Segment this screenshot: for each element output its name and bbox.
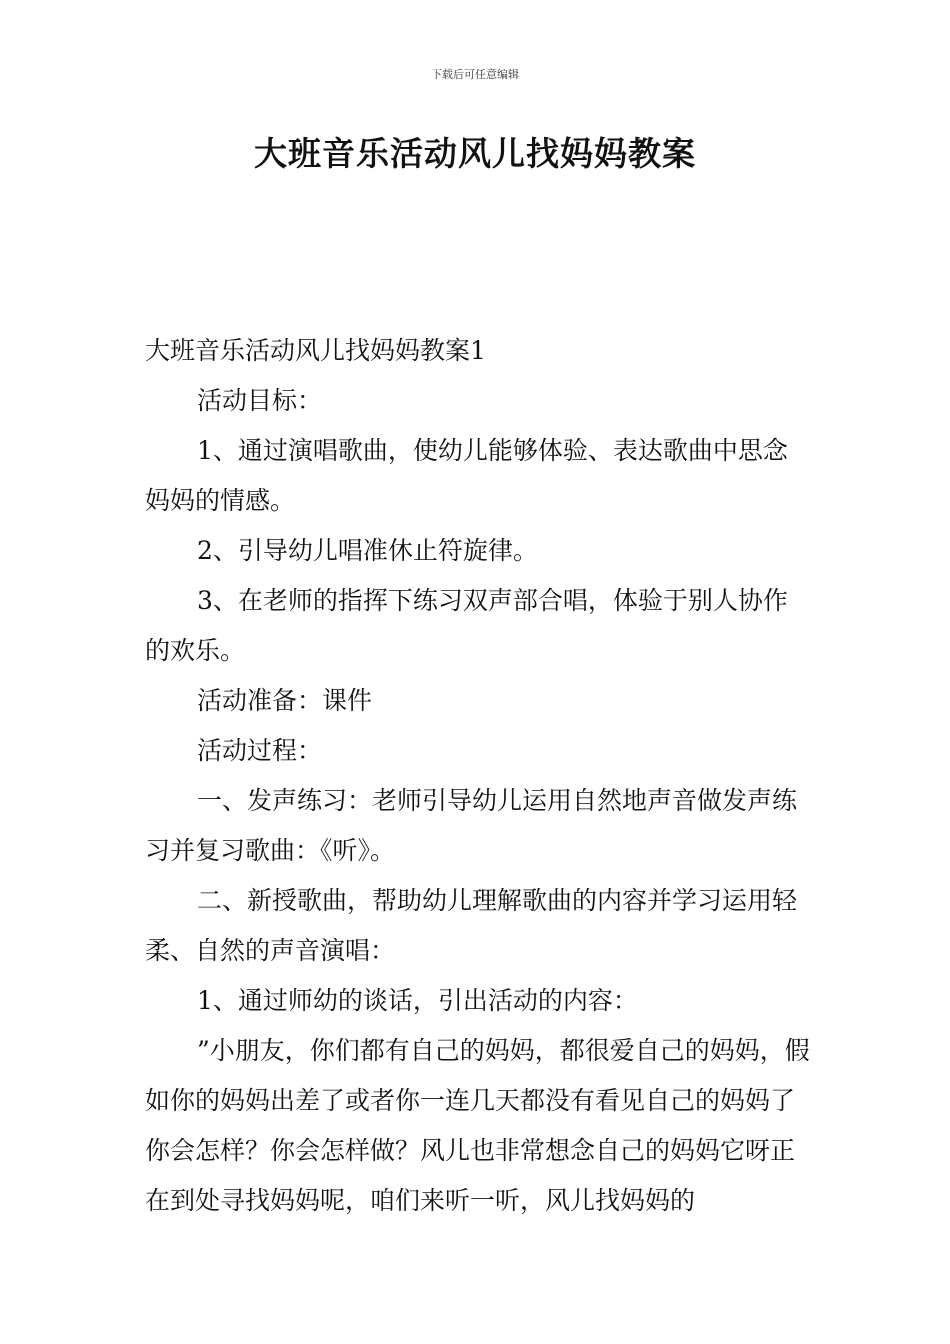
paragraph-dialogue: ”小朋友，你们都有自己的妈妈，都很爱自己的妈妈，假如你的妈妈出差了或者你一连几天都没有看见自己的妈妈了你会怎样？你会怎样做？风儿也非常想念自己的妈妈它呀正在到处寻找妈妈呢，咱们来听一听，风儿找妈妈的 xyxy=(145,1036,810,1215)
paragraph-process-heading: 活动过程： xyxy=(197,736,323,765)
paragraph-step-2: 二、新授歌曲，帮助幼儿理解歌曲的内容并学习运用轻柔、自然的声音演唱： xyxy=(145,886,798,965)
paragraph-step-2-1: 1、通过师幼的谈话，引出活动的内容： xyxy=(197,986,638,1015)
paragraph-step-1: 一、发声练习：老师引导幼儿运用自然地声音做发声练习并复习歌曲：《听》。 xyxy=(145,786,798,865)
document-title: 大班音乐活动风儿找妈妈教案 xyxy=(254,134,696,173)
header-note: 下载后可任意编辑 xyxy=(431,68,519,81)
document-body xyxy=(145,326,810,1226)
paragraph-goal-3: 3、在老师的指挥下练习双声部合唱，体验于别人协作的欢乐。 xyxy=(145,586,788,665)
paragraph-goals-heading: 活动目标： xyxy=(197,386,323,415)
paragraph-preparation: 活动准备：课件 xyxy=(197,686,373,715)
paragraph-goal-1: 1、通过演唱歌曲，使幼儿能够体验、表达歌曲中思念妈妈的情感。 xyxy=(145,436,788,515)
paragraph-goal-2: 2、引导幼儿唱准休止符旋律。 xyxy=(197,536,538,565)
section-heading: 大班音乐活动风儿找妈妈教案1 xyxy=(145,336,486,365)
